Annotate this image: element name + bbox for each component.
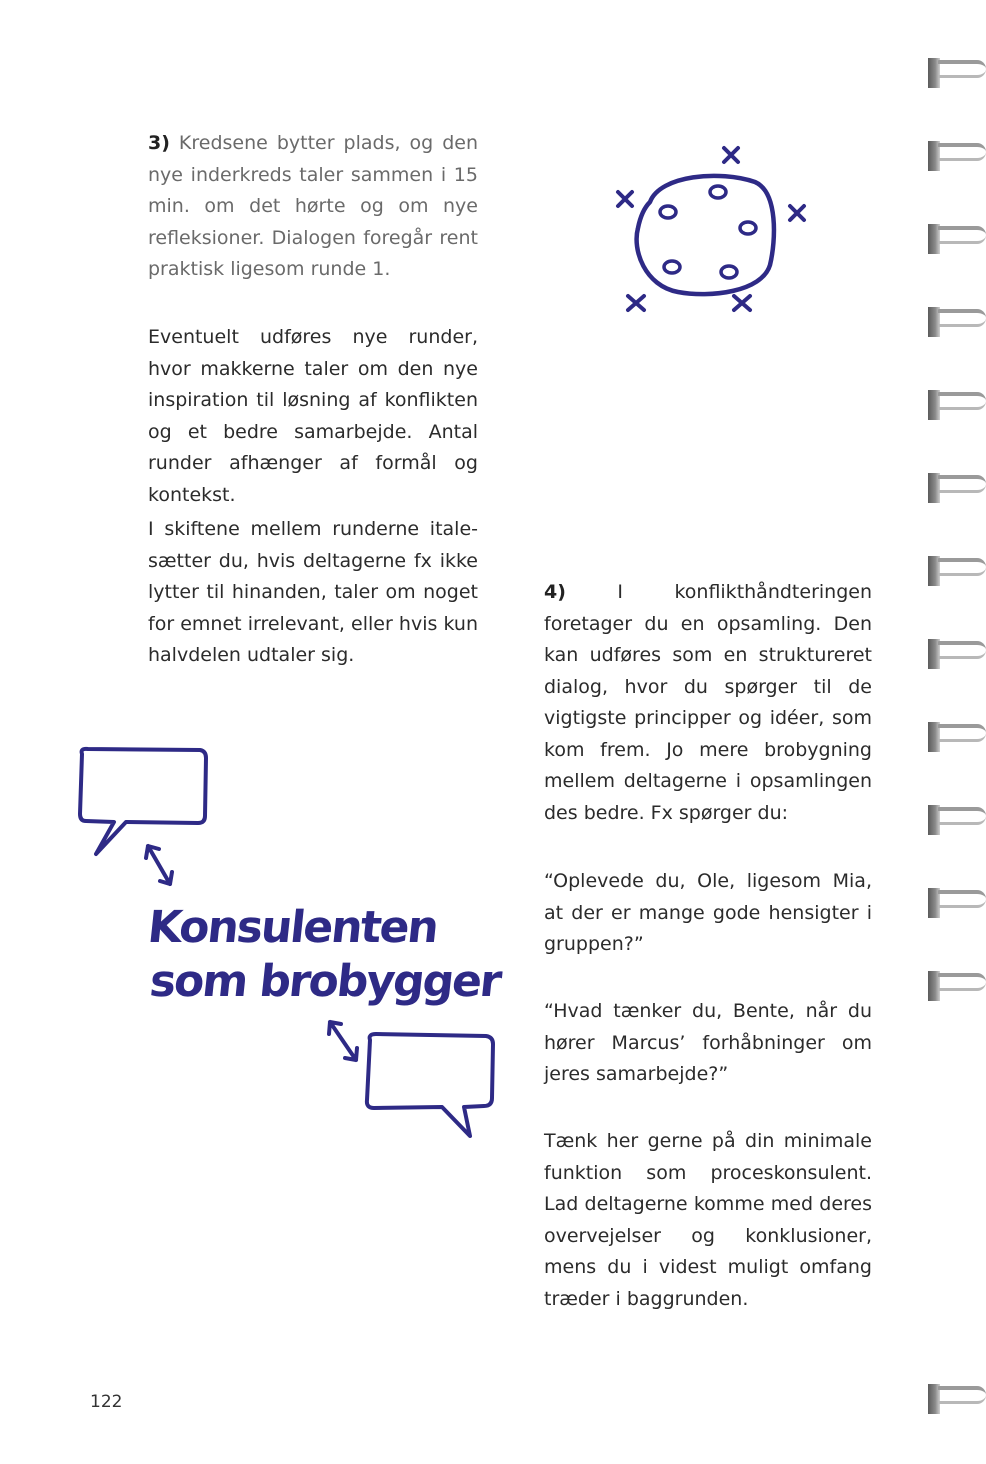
spiral-ring bbox=[928, 384, 986, 424]
illustration-title-line-1: Konsulenten bbox=[145, 902, 440, 953]
shifts-paragraph: I skiftene mellem runderne italesætter du, hvis deltagerne fx ikke lytter til hinanden, taler om noget for emnet irrelevant, eller hvis kun halvdelen udtaler sig. bbox=[148, 518, 478, 666]
spiral-ring bbox=[928, 799, 986, 839]
quote-2: “Hvad tænker du, Bente, når du hører Marcus’ forhåbninger om jeres samarbejde?” bbox=[544, 1000, 872, 1085]
step-3-number: 3) bbox=[148, 132, 170, 154]
double-arrow-icon-2 bbox=[324, 1016, 364, 1066]
quote-1: “Oplevede du, Ole, ligesom Mia, at der er mange gode hensigter i gruppen?” bbox=[544, 870, 872, 955]
page-number: 122 bbox=[90, 1392, 123, 1412]
spiral-ring bbox=[928, 52, 986, 92]
step-3-text: Kredsene bytter plads, og den nye inderkreds taler sammen i 15 min. om det hørte og om nye refleksioner. Dialogen foregår rent praktisk ligesom runde 1. bbox=[148, 132, 478, 280]
rounds-paragraph: Eventuelt udføres nye runder, hvor makkerne taler om den nye inspiration til løsning af konflikten og et bedre samarbejde. Antal runder afhænger af formål og kontekst. bbox=[148, 326, 478, 506]
inner-circle-participants bbox=[660, 186, 756, 278]
spiral-ring bbox=[928, 882, 986, 922]
spiral-ring bbox=[928, 301, 986, 341]
step-4-number: 4) bbox=[544, 581, 566, 603]
step-3-paragraph bbox=[148, 128, 478, 286]
spiral-ring bbox=[928, 467, 986, 507]
spiral-ring bbox=[928, 633, 986, 673]
spiral-ring bbox=[928, 1378, 986, 1418]
spiral-ring bbox=[928, 550, 986, 590]
spiral-binding bbox=[928, 40, 986, 1464]
illustration-title-line-2: som brobygger bbox=[147, 956, 503, 1007]
step-4-paragraph bbox=[544, 577, 872, 829]
spiral-ring bbox=[928, 716, 986, 756]
spiral-ring bbox=[928, 965, 986, 1005]
circle-seating-diagram bbox=[600, 140, 830, 320]
spiral-ring bbox=[928, 218, 986, 258]
step-4-text: I konflikthåndteringen foretager du en opsamling. Den kan udføres som en struktureret dialog, hvor du spørger til de vigtigste principper og idéer, som kom frem. Jo mere brobygning mellem deltagerne i opsamlingen des bedre. Fx spørger du: bbox=[544, 581, 872, 824]
speech-bubble-right bbox=[360, 1028, 500, 1143]
double-arrow-icon bbox=[140, 840, 180, 890]
spiral-ring bbox=[928, 135, 986, 175]
role-paragraph: Tænk her gerne på din minimale funktion som proceskonsulent. Lad deltagerne komme med deres overvejelser og konklusioner, mens du i videst muligt omfang træder i baggrunden. bbox=[544, 1130, 872, 1310]
